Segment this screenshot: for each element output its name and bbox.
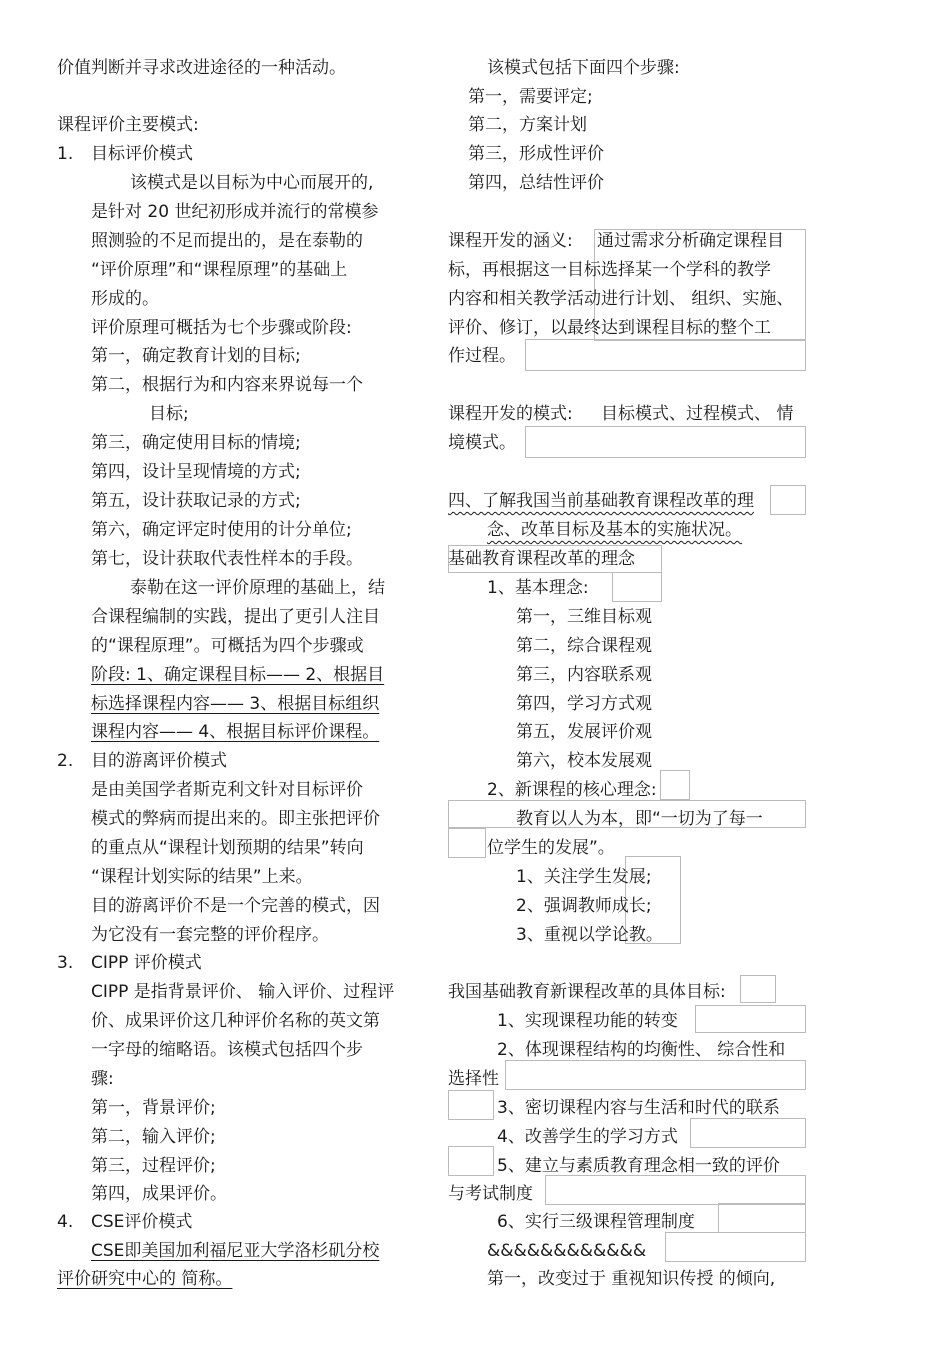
list-number: 2. — [57, 751, 74, 771]
text-line: 与考试制度 — [448, 1184, 533, 1204]
text-line: 第四，学习方式观 — [516, 694, 652, 714]
text-line: 价、成果评价这几种评价名称的英文第 — [91, 1011, 380, 1031]
frame-box — [525, 339, 806, 371]
text-line: 合课程编制的实践，提出了更引人注目 — [91, 607, 380, 627]
section-heading: 四、了解我国当前基础教育课程改革的理 — [448, 491, 754, 511]
definition-label: 课程开发的涵义: — [448, 231, 573, 251]
text-line: 一字母的缩略语。该模式包括四个步 — [91, 1040, 363, 1060]
text-line: 第二，综合课程观 — [516, 636, 652, 656]
list-heading: CSE评价模式 — [91, 1212, 193, 1232]
list-number: 1. — [57, 144, 74, 164]
frame-box — [695, 1005, 806, 1033]
text-line: 第二，输入评价; — [91, 1127, 216, 1147]
frame-box — [448, 1090, 494, 1120]
text-line: 1、关注学生发展; — [516, 867, 652, 887]
text-line: 内容和相关教学活动进行计划、 组织、实施、 — [448, 289, 794, 309]
text-line: CSE即美国加利福尼亚大学洛杉矶分校 — [91, 1241, 380, 1261]
section-heading: 课程评价主要模式: — [57, 115, 199, 135]
text-line: 目标; — [149, 404, 189, 424]
text-line: 第一，改变过于 重视知识传授 的倾向, — [487, 1269, 776, 1289]
text-line: 3、重视以学论教。 — [516, 925, 663, 945]
text-line: 的重点从“课程计划预期的结果”转向 — [91, 838, 364, 858]
text-line: 3、密切课程内容与生活和时代的联系 — [497, 1098, 780, 1118]
text-line: 模式的弊病而提出来的。即主张把评价 — [91, 809, 380, 829]
frame-box — [660, 770, 690, 800]
text-line: 目标模式、过程模式、 情 — [601, 404, 794, 424]
frame-box — [505, 1060, 806, 1090]
frame-box — [525, 426, 806, 458]
list-number: 3. — [57, 953, 74, 973]
text-line: “课程计划实际的结果”上来。 — [91, 867, 313, 887]
list-heading: 目标评价模式 — [91, 144, 193, 164]
text-line: 第四，成果评价。 — [91, 1184, 227, 1204]
text-line: 2、新课程的核心理念: — [487, 780, 657, 800]
text-line: 第六，确定评定时使用的计分单位; — [91, 520, 352, 540]
frame-box — [740, 975, 776, 1003]
text-line: 价值判断并寻求改进途径的一种活动。 — [57, 58, 346, 78]
text-line: 第七，设计获取代表性样本的手段。 — [91, 549, 363, 569]
text-line: 1、基本理念: — [487, 578, 589, 598]
text-line: 标，再根据这一目标选择某一个学科的教学 — [448, 260, 771, 280]
text-line: 5、建立与素质教育理念相一致的评价 — [497, 1156, 780, 1176]
text-line: 评价、修订，以最终达到课程目标的整个工 — [448, 318, 771, 338]
text-line: 该模式是以目标为中心而展开的, — [130, 173, 374, 193]
section-heading: 我国基础教育新课程改革的具体目标: — [448, 982, 726, 1002]
text-line: 6、实行三级课程管理制度 — [497, 1212, 695, 1232]
text-line: 通过需求分析确定课程目 — [597, 231, 784, 251]
text-line: 4、改善学生的学习方式 — [497, 1127, 678, 1147]
text-line: 形成的。 — [91, 289, 159, 309]
frame-box — [770, 485, 806, 515]
text-line: 作过程。 — [448, 346, 516, 366]
text-line: 第二，方案计划 — [468, 115, 587, 135]
text-line: 第三，过程评价; — [91, 1156, 216, 1176]
text-line: 骤: — [91, 1069, 114, 1089]
frame-box — [448, 828, 486, 858]
text-line: 第三，内容联系观 — [516, 665, 652, 685]
text-line: &&&&&&&&&&&& — [487, 1241, 647, 1261]
frame-box — [545, 1175, 806, 1205]
text-line: 2、强调教师成长; — [516, 896, 652, 916]
list-heading: CIPP 评价模式 — [91, 953, 202, 973]
text-line: 第一，三维目标观 — [516, 607, 652, 627]
text-line: 泰勒在这一评价原理的基础上，结 — [130, 578, 385, 598]
text-line: 照测验的不足而提出的，是在泰勒的 — [91, 231, 363, 251]
text-line: 第一，确定教育计划的目标; — [91, 346, 301, 366]
text-line: 评价原理可概括为七个步骤或阶段: — [91, 318, 352, 338]
text-line: 选择性 — [448, 1069, 499, 1089]
text-line: 2、体现课程结构的均衡性、 综合性和 — [497, 1040, 786, 1060]
text-line: 是由美国学者斯克利文针对目标评价 — [91, 780, 363, 800]
text-line: 目的游离评价不是一个完善的模式，因 — [91, 896, 380, 916]
text-line: 第一，背景评价; — [91, 1098, 216, 1118]
text-line: 第二，根据行为和内容来界说每一个 — [91, 375, 363, 395]
text-line: 课程内容—— 4、根据目标评价课程。 — [91, 722, 380, 742]
text-line: 基础教育课程改革的理念 — [448, 549, 635, 569]
text-line: 位学生的发展”。 — [487, 838, 615, 858]
text-line: 第四，设计呈现情境的方式; — [91, 462, 301, 482]
section-heading: 念、改革目标及基本的实施状况。 — [487, 520, 742, 540]
frame-box — [665, 1232, 806, 1262]
frame-box — [690, 1118, 806, 1148]
text-line: 为它没有一套完整的评价程序。 — [91, 925, 329, 945]
text-line: 第五，设计获取记录的方式; — [91, 491, 301, 511]
text-line: 第三，确定使用目标的情境; — [91, 433, 301, 453]
text-line: 教育以人为本，即“一切为了每一 — [516, 809, 763, 829]
text-line: 评价研究中心的 简称。 — [57, 1269, 233, 1289]
text-line: 阶段: 1、确定课程目标—— 2、根据目 — [91, 665, 385, 685]
text-line: 1、实现课程功能的转变 — [497, 1011, 678, 1031]
text-line: CIPP 是指背景评价、 输入评价、过程评 — [91, 982, 395, 1002]
frame-box — [612, 572, 662, 602]
text-line: 第六，校本发展观 — [516, 751, 652, 771]
text-line: 的“课程原理”。可概括为四个步骤或 — [91, 636, 364, 656]
text-line: “评价原理”和“课程原理”的基础上 — [91, 260, 348, 280]
frame-box — [718, 1203, 806, 1233]
text-line: 第一，需要评定; — [468, 87, 593, 107]
list-heading: 目的游离评价模式 — [91, 751, 227, 771]
text-line: 境模式。 — [448, 433, 516, 453]
list-number: 4. — [57, 1212, 74, 1232]
text-line: 第三，形成性评价 — [468, 144, 604, 164]
text-line: 第四，总结性评价 — [468, 173, 604, 193]
text-line: 第五，发展评价观 — [516, 722, 652, 742]
frame-box — [448, 1146, 494, 1176]
text-line: 是针对 20 世纪初形成并流行的常模参 — [91, 202, 379, 222]
text-line: 该模式包括下面四个步骤: — [487, 58, 680, 78]
definition-label: 课程开发的模式: — [448, 404, 573, 424]
text-line: 标选择课程内容—— 3、根据目标组织 — [91, 694, 380, 714]
